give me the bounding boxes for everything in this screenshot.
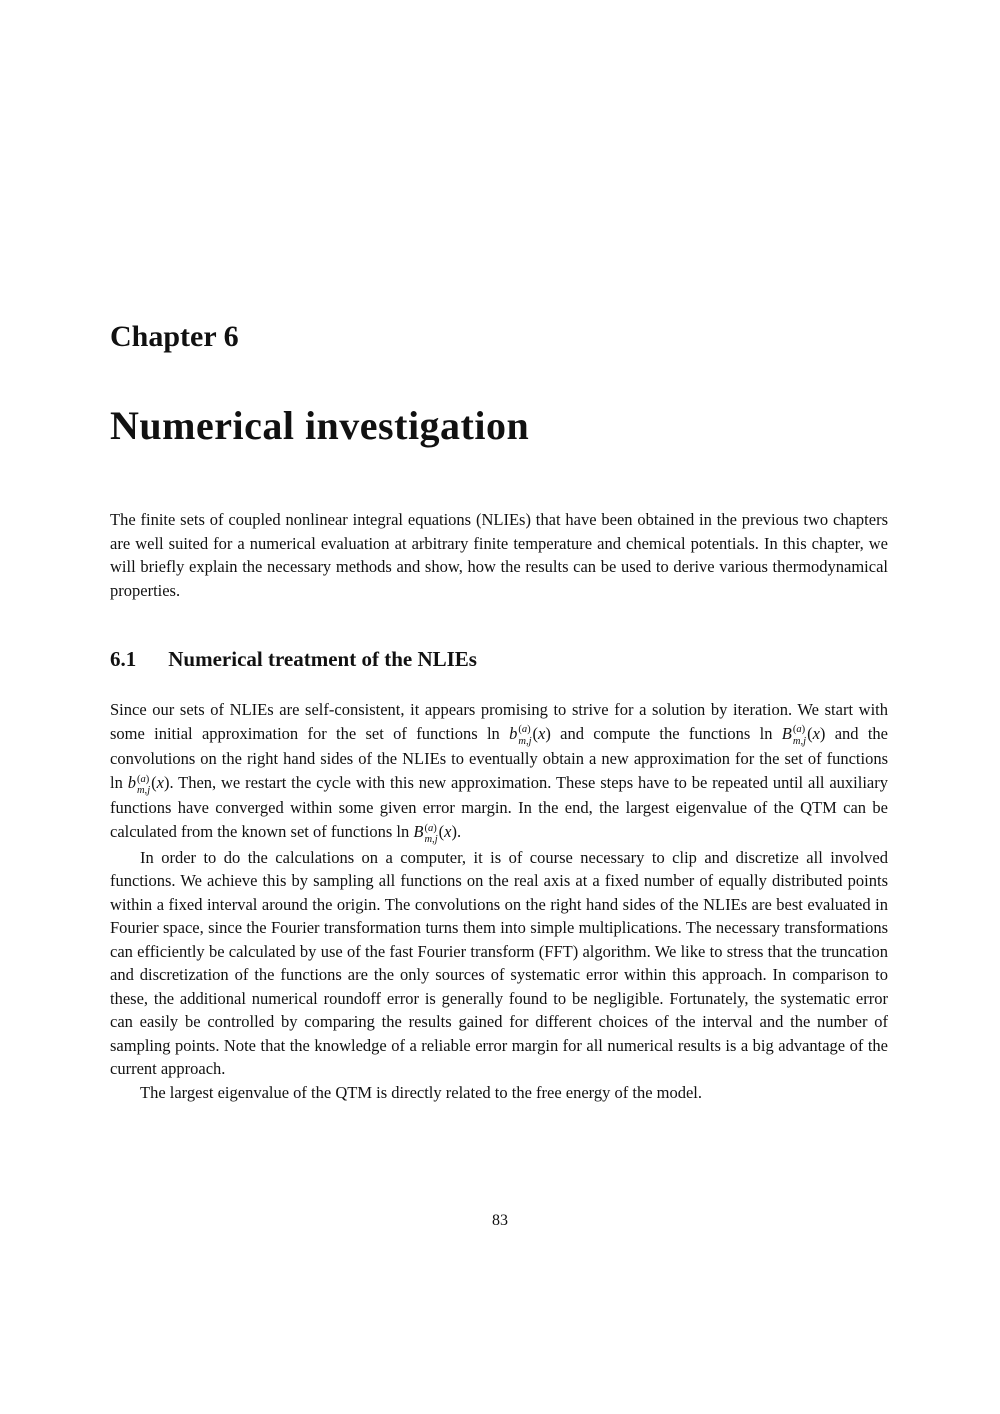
- page-content: [110, 322, 888, 1104]
- section-number: 6.1: [110, 647, 137, 671]
- paragraph: In order to do the calculations on a computer, it is of course necessary to clip and discretize all involved functions. We achieve this by sampling all functions on the real axis at a fixed number of equally distributed points within a fixed interval around the origin. The convolutions on the right hand sides of the NLIEs are best evaluated in Fourier space, since the Fourier transformation turns them into simple multiplications. The necessary transformations can efficiently be calculated by use of the fast Fourier transform (FFT) algorithm. We like to stress that the truncation and discretization of the functions are the only sources of systematic error within this approach. In comparison to these, the additional numerical roundoff error is generally found to be negligible. Fortunately, the systematic error can easily be controlled by comparing the results gained for different choices of the interval and the number of sampling points. Note that the knowledge of a reliable error margin for all numerical results is a big advantage of the current approach.: [110, 847, 888, 1079]
- section-heading: [110, 648, 888, 671]
- paragraph: Since our sets of NLIEs are self-consistent, it appears promising to strive for a solution by iteration. We start with some initial approximation for the set of functions ln b (a) m,j (x) and compute the functions ln B (a) m,j (x) and the convolutions on the right hand sides of the NLIEs to eventually obtain a new approximation for the set of functions ln b (a) m,j (x). Then, we restart the cycle with this new approximation. These steps have to be repeated until all auxiliary functions have converged within some given error margin. In the end, the largest eigenvalue of the QTM can be calculated from the known set of functions ln B (a) m,j (x).: [110, 700, 888, 846]
- intro-paragraph: The finite sets of coupled nonlinear integral equations (NLIEs) that have been obtained in the previous two chapters are well suited for a numerical evaluation at arbitrary finite temperature and chemical potentials. In this chapter, we will briefly explain the necessary methods and show, how the results can be used to derive various thermodynamical properties.: [110, 510, 888, 600]
- paragraph: The largest eigenvalue of the QTM is directly related to the free energy of the model.: [140, 1082, 703, 1102]
- chapter-label: Chapter 6: [110, 320, 239, 353]
- page-number: 83: [492, 1212, 508, 1229]
- chapter-title: Numerical investigation: [110, 403, 530, 448]
- section-title: Numerical treatment of the NLIEs: [168, 647, 477, 671]
